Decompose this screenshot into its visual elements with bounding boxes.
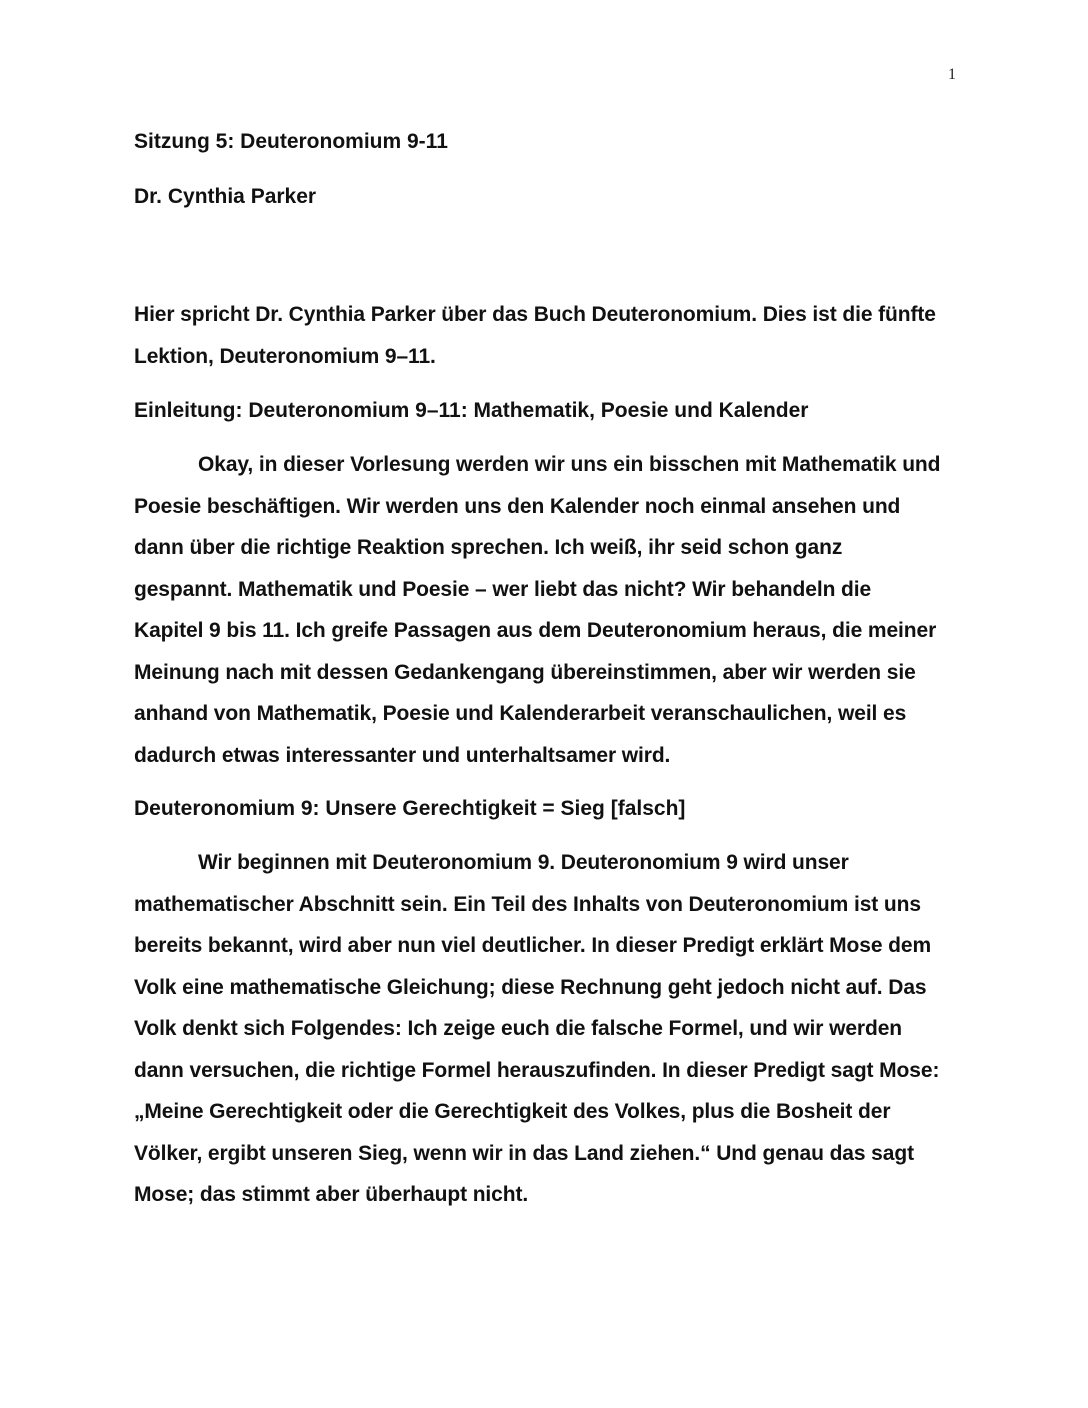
- section-paragraph-introduction: Okay, in dieser Vorlesung werden wir uns ein bisschen mit Mathematik und Poesie beschäftigen. Wir werden uns den Kalender noch einmal ansehen und dann über die richtige Reaktion sprechen. Ich weiß, ihr seid schon ganz gespannt. Mathematik und Poesie – wer liebt das nicht? Wir behandeln die Kapitel 9 bis 11. Ich greife Passagen aus dem Deuteronomium heraus, die meiner Meinung nach mit dessen Gedankengang übereinstimmen, aber wir werden sie anhand von Mathematik, Poesie und Kalenderarbeit veranschaulichen, weil es dadurch etwas interessanter und unterhaltsamer wird.: [134, 453, 941, 767]
- section-heading-introduction: Einleitung: Deuteronomium 9–11: Mathematik, Poesie und Kalender: [134, 399, 809, 422]
- document-title: Sitzung 5: Deuteronomium 9-11: [134, 130, 448, 153]
- section-paragraph-deuteronomy-9: Wir beginnen mit Deuteronomium 9. Deuteronomium 9 wird unser mathematischer Abschnitt sein. Ein Teil des Inhalts von Deuteronomium ist uns bereits bekannt, wird aber nun viel deutlicher. In dieser Predigt erklärt Mose dem Volk eine mathematische Gleichung; diese Rechnung geht jedoch nicht auf. Das Volk denkt sich Folgendes: Ich zeige euch die falsche Formel, und wir werden dann versuchen, die richtige Formel herauszufinden. In dieser Predigt sagt Mose: „Meine Gerechtigkeit oder die Gerechtigkeit des Volkes, plus die Bosheit der Völker, ergibt unseren Sieg, wenn wir in das Land ziehen.“ Und genau das sagt Mose; das stimmt aber überhaupt nicht.: [134, 851, 940, 1206]
- section-heading-deuteronomy-9: Deuteronomium 9: Unsere Gerechtigkeit = Sieg [falsch]: [134, 797, 686, 820]
- document-author: Dr. Cynthia Parker: [134, 185, 317, 208]
- intro-paragraph: Hier spricht Dr. Cynthia Parker über das Buch Deuteronomium. Dies ist die fünfte Lektion, Deuteronomium 9–11.: [134, 303, 936, 368]
- document-body: [134, 128, 946, 1216]
- page-number: 1: [948, 66, 956, 83]
